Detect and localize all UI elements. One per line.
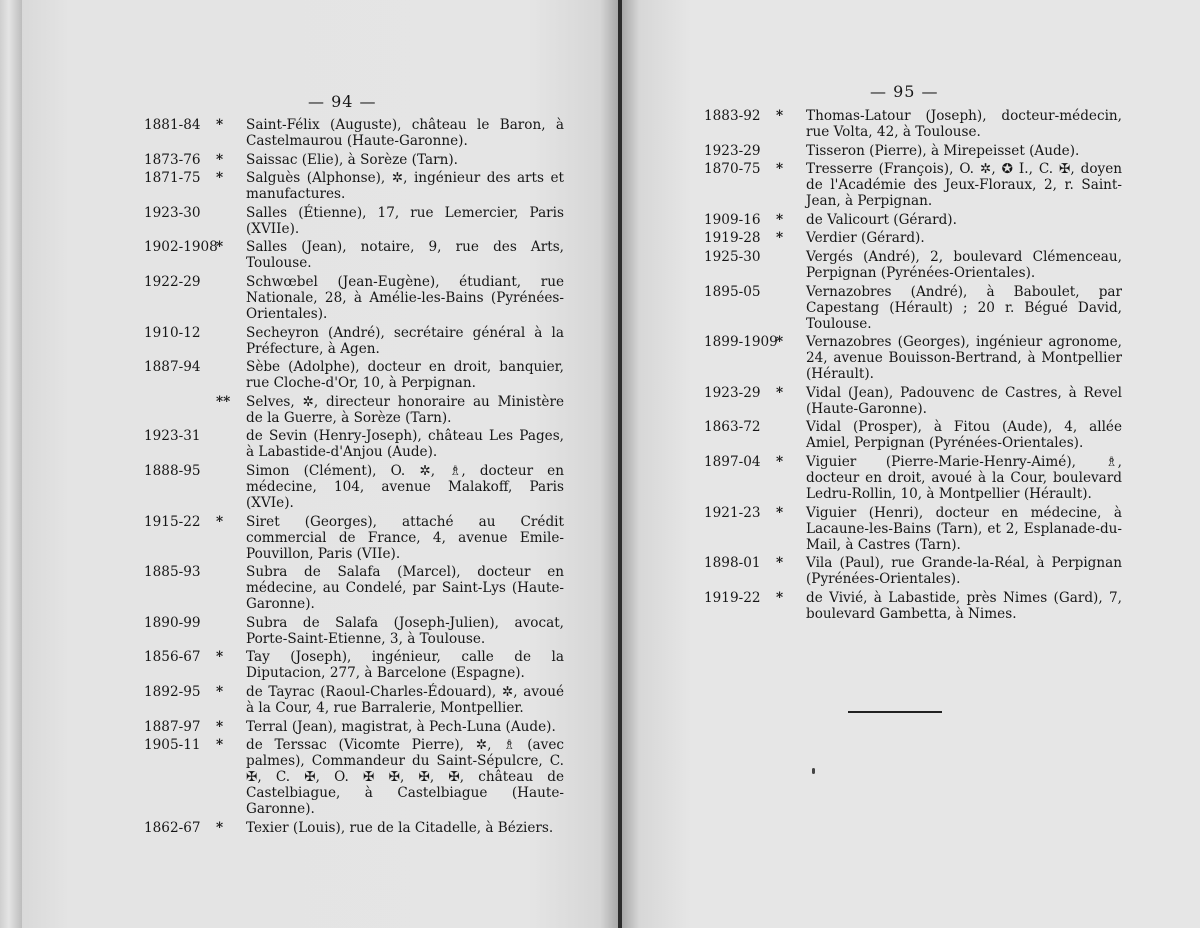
directory-entry xyxy=(704,419,1122,451)
directory-entry xyxy=(144,205,564,237)
directory-entry xyxy=(704,385,1122,417)
directory-entry xyxy=(144,719,564,735)
entry-text: Viguier (Henri), docteur en médecine, à Lacaune-les-Bains (Tarn), et 2, Esplanade-du-Mail, à Castres (Tarn). xyxy=(806,504,1122,553)
directory-entry xyxy=(144,684,564,716)
entry-years: 1921-23 xyxy=(704,504,761,521)
entry-text: Salles (Jean), notaire, 9, rue des Arts, Toulouse. xyxy=(246,239,564,272)
entry-years: 1883-92 xyxy=(704,108,761,124)
entry-asterisk-mark: * xyxy=(776,453,784,470)
directory-entry xyxy=(144,615,564,647)
entry-years: 1899-1909 xyxy=(704,334,778,351)
entry-text: Subra de Salafa (Marcel), docteur en médecine, au Condelé, par Saint-Lys (Haute-Garonne). xyxy=(246,564,564,613)
entry-text: Tresserre (François), O. ✲, ✪ I., C. ✠, doyen de l'Académie des Jeux-Floraux, 2, r. Saint-Jean, à Perpignan. xyxy=(806,161,1122,210)
entry-text: Siret (Georges), attaché au Crédit commercial de France, 4, avenue Emile-Pouvillon, Paris (VIIe). xyxy=(246,513,564,562)
entry-years: 1892-95 xyxy=(144,683,201,700)
entry-years: 1919-28 xyxy=(704,230,761,247)
directory-entry xyxy=(144,274,564,322)
entry-years: 1863-72 xyxy=(704,419,761,436)
right-page xyxy=(622,0,1200,928)
entry-text: Tisseron (Pierre), à Mirepeisset (Aude). xyxy=(806,142,1080,159)
directory-entry xyxy=(144,239,564,271)
entry-years: 1887-94 xyxy=(144,359,201,376)
left-entry-list xyxy=(144,117,564,838)
directory-entry xyxy=(144,514,564,562)
entry-years: 1890-99 xyxy=(144,614,201,631)
entry-text: Tay (Joseph), ingénieur, calle de la Diputacion, 277, à Barcelone (Espagne). xyxy=(246,649,564,682)
entry-asterisk-mark: * xyxy=(216,239,224,256)
entry-years: 1922-29 xyxy=(144,273,201,290)
directory-entry xyxy=(704,555,1122,587)
entry-asterisk-mark: * xyxy=(216,117,224,133)
left-page xyxy=(22,0,618,928)
entry-text: de Sevin (Henry-Joseph), château Les Pages, à Labastide-d'Anjou (Aude). xyxy=(246,428,564,461)
entry-asterisk-mark: * xyxy=(216,151,224,168)
directory-entry xyxy=(144,170,564,202)
entry-text: Saissac (Elie), à Sorèze (Tarn). xyxy=(246,151,458,168)
entry-years: 1902-1908 xyxy=(144,239,218,256)
entry-text: Vernazobres (André), à Baboulet, par Capestang (Hérault) ; 20 r. Bégué David, Toulouse. xyxy=(806,283,1122,332)
directory-entry xyxy=(704,249,1122,281)
entry-years: 1923-29 xyxy=(704,142,761,159)
entry-asterisk-mark: * xyxy=(776,384,784,401)
entry-asterisk-mark: * xyxy=(216,819,224,836)
entry-text: Simon (Clément), O. ✲, ♗, docteur en médecine, 104, avenue Malakoff, Paris (XVIe). xyxy=(246,462,564,511)
entry-text: Subra de Salafa (Joseph-Julien), avocat, Porte-Saint-Etienne, 3, à Toulouse. xyxy=(246,614,564,647)
entry-text: Texier (Louis), rue de la Citadelle, à Béziers. xyxy=(246,819,554,836)
directory-entry xyxy=(144,564,564,612)
entry-years: 1897-04 xyxy=(704,453,761,470)
end-rule xyxy=(848,711,942,713)
entry-asterisk-mark: * xyxy=(776,334,784,351)
right-page-number: — 95 — xyxy=(870,82,939,101)
directory-entry xyxy=(144,820,564,836)
entry-text: Secheyron (André), secrétaire général à la Préfecture, à Agen. xyxy=(246,324,564,357)
entry-years: 1919-22 xyxy=(704,589,761,606)
entry-years: 1923-30 xyxy=(144,204,201,221)
entry-asterisk-mark: * xyxy=(776,589,784,606)
entry-years: 1910-12 xyxy=(144,324,201,341)
directory-entry xyxy=(704,590,1122,622)
directory-entry xyxy=(144,117,564,149)
directory-entry xyxy=(144,394,564,426)
entry-asterisk-mark: * xyxy=(216,718,224,735)
entry-asterisk-mark: * xyxy=(776,230,784,247)
entry-years: 1870-75 xyxy=(704,161,761,178)
entry-years: 1871-75 xyxy=(144,170,201,187)
entry-years: 1887-97 xyxy=(144,718,201,735)
directory-entry xyxy=(144,463,564,511)
entry-years: 1885-93 xyxy=(144,564,201,581)
directory-entry xyxy=(144,325,564,357)
book-page-edges xyxy=(0,0,22,928)
entry-asterisk-mark: * xyxy=(216,683,224,700)
entry-asterisk-mark: ** xyxy=(216,393,231,410)
entry-years: 1881-84 xyxy=(144,117,201,133)
entry-text: Vernazobres (Georges), ingénieur agronome, 24, avenue Bouisson-Bertrand, à Montpellier (Hérault). xyxy=(806,334,1122,383)
right-entry-list xyxy=(704,108,1122,624)
left-page-number: — 94 — xyxy=(308,92,377,111)
entry-text: de Terssac (Vicomte Pierre), ✲, ♗ (avec palmes), Commandeur du Saint-Sépulcre, C. ✠, C. ✠, O. ✠ ✠, ✠, ✠, château de Castelbiague, à Castelbiague (Haute-Garonne). xyxy=(246,737,564,818)
entry-years: 1915-22 xyxy=(144,513,201,530)
entry-asterisk-mark: * xyxy=(776,555,784,572)
entry-text: Verdier (Gérard). xyxy=(806,230,925,247)
entry-text: Salguès (Alphonse), ✲, ingénieur des arts et manufactures. xyxy=(246,170,564,203)
entry-years: 1873-76 xyxy=(144,151,201,168)
entry-text: Saint-Félix (Auguste), château le Baron, à Castelmaurou (Haute-Garonne). xyxy=(246,117,564,149)
entry-text: Vergés (André), 2, boulevard Clémenceau, Perpignan (Pyrénées-Orientales). xyxy=(806,248,1122,281)
entry-years: 1909-16 xyxy=(704,211,761,228)
directory-entry xyxy=(704,505,1122,553)
entry-text: de Vivié, à Labastide, près Nimes (Gard), 7, boulevard Gambetta, à Nimes. xyxy=(806,589,1122,622)
entry-asterisk-mark: * xyxy=(776,504,784,521)
entry-years: 1856-67 xyxy=(144,649,201,666)
directory-entry xyxy=(704,284,1122,332)
entry-asterisk-mark: * xyxy=(216,649,224,666)
entry-text: Selves, ✲, directeur honoraire au Ministère de la Guerre, à Sorèze (Tarn). xyxy=(246,393,564,426)
entry-asterisk-mark: * xyxy=(776,108,784,124)
directory-entry xyxy=(144,359,564,391)
directory-entry xyxy=(704,108,1122,140)
directory-entry xyxy=(144,152,564,168)
entry-text: Vidal (Jean), Padouvenc de Castres, à Revel (Haute-Garonne). xyxy=(806,384,1122,417)
entry-text: Vila (Paul), rue Grande-la-Réal, à Perpignan (Pyrénées-Orientales). xyxy=(806,555,1122,588)
entry-years: 1888-95 xyxy=(144,462,201,479)
entry-asterisk-mark: * xyxy=(216,170,224,187)
entry-years: 1895-05 xyxy=(704,283,761,300)
directory-entry xyxy=(144,649,564,681)
entry-years: 1862-67 xyxy=(144,819,201,836)
entry-text: Sèbe (Adolphe), docteur en droit, banquier, rue Cloche-d'Or, 10, à Perpignan. xyxy=(246,359,564,392)
ink-speck xyxy=(812,768,815,774)
entry-years: 1925-30 xyxy=(704,248,761,265)
directory-entry xyxy=(704,143,1122,159)
entry-asterisk-mark: * xyxy=(216,513,224,530)
directory-entry xyxy=(704,334,1122,382)
entry-text: Vidal (Prosper), à Fitou (Aude), 4, allée Amiel, Perpignan (Pyrénées-Orientales). xyxy=(806,419,1122,452)
entry-text: Thomas-Latour (Joseph), docteur-médecin, rue Volta, 42, à Toulouse. xyxy=(806,108,1122,140)
directory-entry xyxy=(144,737,564,817)
directory-entry xyxy=(704,454,1122,502)
entry-text: de Valicourt (Gérard). xyxy=(806,211,957,228)
entry-years: 1923-31 xyxy=(144,428,201,445)
entry-years: 1905-11 xyxy=(144,737,201,754)
entry-text: de Tayrac (Raoul-Charles-Édouard), ✲, avoué à la Cour, 4, rue Barralerie, Montpellier. xyxy=(246,683,564,716)
entry-text: Terral (Jean), magistrat, à Pech-Luna (Aude). xyxy=(246,718,556,735)
directory-entry xyxy=(144,428,564,460)
entry-years: 1898-01 xyxy=(704,555,761,572)
entry-asterisk-mark: * xyxy=(776,211,784,228)
entry-text: Viguier (Pierre-Marie-Henry-Aimé), ♗, docteur en droit, avoué à la Cour, boulevard Ledru-Rollin, 10, à Montpellier (Hérault). xyxy=(806,453,1122,502)
directory-entry xyxy=(704,161,1122,209)
entry-text: Salles (Étienne), 17, rue Lemercier, Paris (XVIIe). xyxy=(246,204,564,237)
entry-asterisk-mark: * xyxy=(776,161,784,178)
entry-years: 1923-29 xyxy=(704,384,761,401)
directory-entry xyxy=(704,230,1122,246)
entry-text: Schwœbel (Jean-Eugène), étudiant, rue Nationale, 28, à Amélie-les-Bains (Pyrénées-Orientales). xyxy=(246,273,564,322)
directory-entry xyxy=(704,212,1122,228)
entry-asterisk-mark: * xyxy=(216,737,224,754)
